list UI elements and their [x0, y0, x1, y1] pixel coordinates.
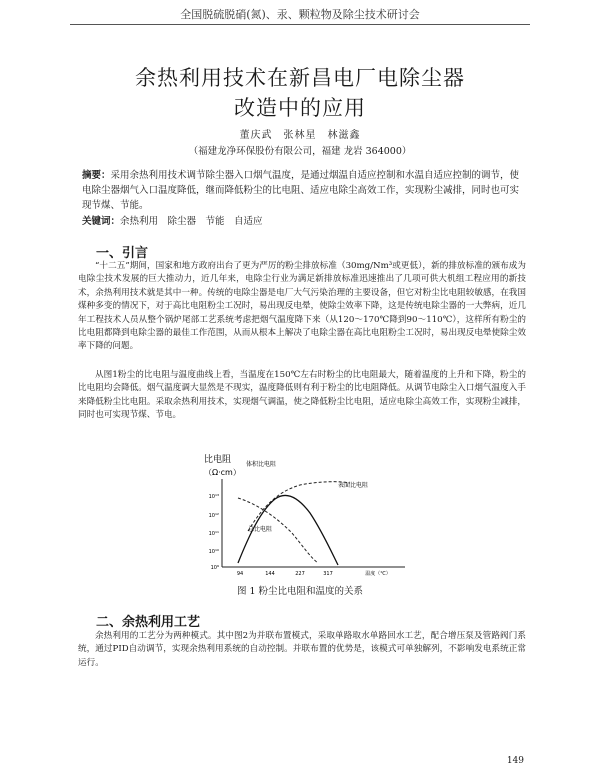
process-paragraph-1: 余热利用的工艺分为两种模式。其中图2为并联布置模式，采取单路取水单路回水工艺，配合增压泵及管路阀门系统，通过PID自动调节，实现余热利用系统的自动控制。并联布置的优势是，该模式可单独解列，不影响发电系统正常运行。	[78, 631, 526, 668]
x-tick-label: 94	[236, 571, 244, 577]
keywords-text: 余热利用 除尘器 节能 自适应	[120, 216, 263, 227]
authors: 董庆武 张林星 林滋鑫	[239, 130, 361, 141]
figure-caption: 图 1 粉尘比电阻和温度的关系	[236, 586, 364, 597]
total-resistivity-label: 总比电阻	[248, 526, 273, 533]
y-tick-label: 10¹¹	[208, 531, 219, 537]
keywords-label: 关键词：	[82, 216, 121, 227]
volume-resistivity-label: 体积比电阻	[246, 461, 277, 468]
intro-paragraph-2: 从图1粉尘的比电阻与温度曲线上看，当温度在150℃左右时粉尘的比电阻最大，随着温度的上升和下降，粉尘的比电阻均会降低。烟气温度调大显然是不现实，温度降低则有利于粉尘的比电阻降低。从调节电除尘入口烟气温度入手来降低粉尘比电阻。采取余热利用技术，实现烟气调温，使之降低粉尘比电阻，适应电除尘高效工作，实现粉尘减排，同时也可实现节煤、节电。	[78, 370, 526, 421]
y-tick-label: 10⁹	[210, 565, 219, 571]
x-tick-label: 317	[323, 571, 333, 577]
abstract-label: 摘要：	[82, 170, 111, 181]
section-heading-intro: 一、引言	[96, 246, 149, 261]
page-number: 149	[506, 756, 524, 766]
paper-title-line2: 改造中的应用	[234, 96, 366, 120]
volume-resistivity-curve	[248, 482, 350, 531]
y-tick-label: 10¹²	[208, 513, 219, 519]
surface-resistivity-label: 表面比电阻	[338, 482, 369, 489]
y-axis-unit: （Ω·cm）	[204, 468, 241, 477]
x-tick-label: 144	[265, 571, 275, 577]
y-tick-label: 10¹⁰	[208, 549, 219, 555]
affiliation: （福建龙净环保股份有限公司，福建 龙岩 364000）	[188, 146, 412, 157]
resistivity-chart	[200, 453, 410, 578]
intro-paragraph-1: “十二五”期间，国家和地方政府出台了更为严厉的粉尘排放标准（30mg/Nm³或更低），新的排放标准的颁布成为电除尘技术发展的巨大推动力，近几年来，电除尘行业为满足新排放标准迅速推出了几项可供大机组工程应用的新技术，余热利用技术就是其中一种。传统的电除尘器是电厂大气污染治理的主要设备，但它对粉尘比电阻较敏感，在我国煤种多变的情况下，对于高比电阻粉尘工况时，易出现反电晕，使除尘效率下降，这是传统电除尘器的一大弊病，近几年工程技术人员从整个锅炉尾部工艺系统考虑把烟气温度降下来（从120～170℃降到90～110℃），这样所有粉尘的比电阻都降到电除尘器的最佳工作范围，从而从根本上解决了电除尘器在高比电阻粉尘工况时，易出现反电晕使除尘效率下降的问题。	[78, 261, 526, 352]
paper-title-line1: 余热利用技术在新昌电厂电除尘器	[135, 66, 465, 90]
y-tick-label: 10¹³	[208, 494, 219, 500]
abstract	[82, 168, 522, 213]
x-axis-label: 温度（℃）	[365, 571, 391, 577]
keywords	[82, 213, 522, 227]
y-axis-title: 比电阻	[204, 455, 232, 465]
section-heading-process: 二、余热利用工艺	[96, 615, 201, 630]
header-rule	[70, 24, 530, 25]
running-header: 全国脱硫脱硝(氮)、汞、颗粒物及除尘技术研讨会	[180, 8, 420, 21]
x-tick-label: 227	[295, 571, 305, 577]
abstract-text: 采用余热利用技术调节除尘器入口烟气温度，是通过烟温自适应控制和水温自适应控制的调节，使电除尘器烟气入口温度降低，继而降低粉尘的比电阻、适应电除尘高效工作，实现粉尘减排，同时也可实现节煤、节能。	[82, 170, 520, 211]
